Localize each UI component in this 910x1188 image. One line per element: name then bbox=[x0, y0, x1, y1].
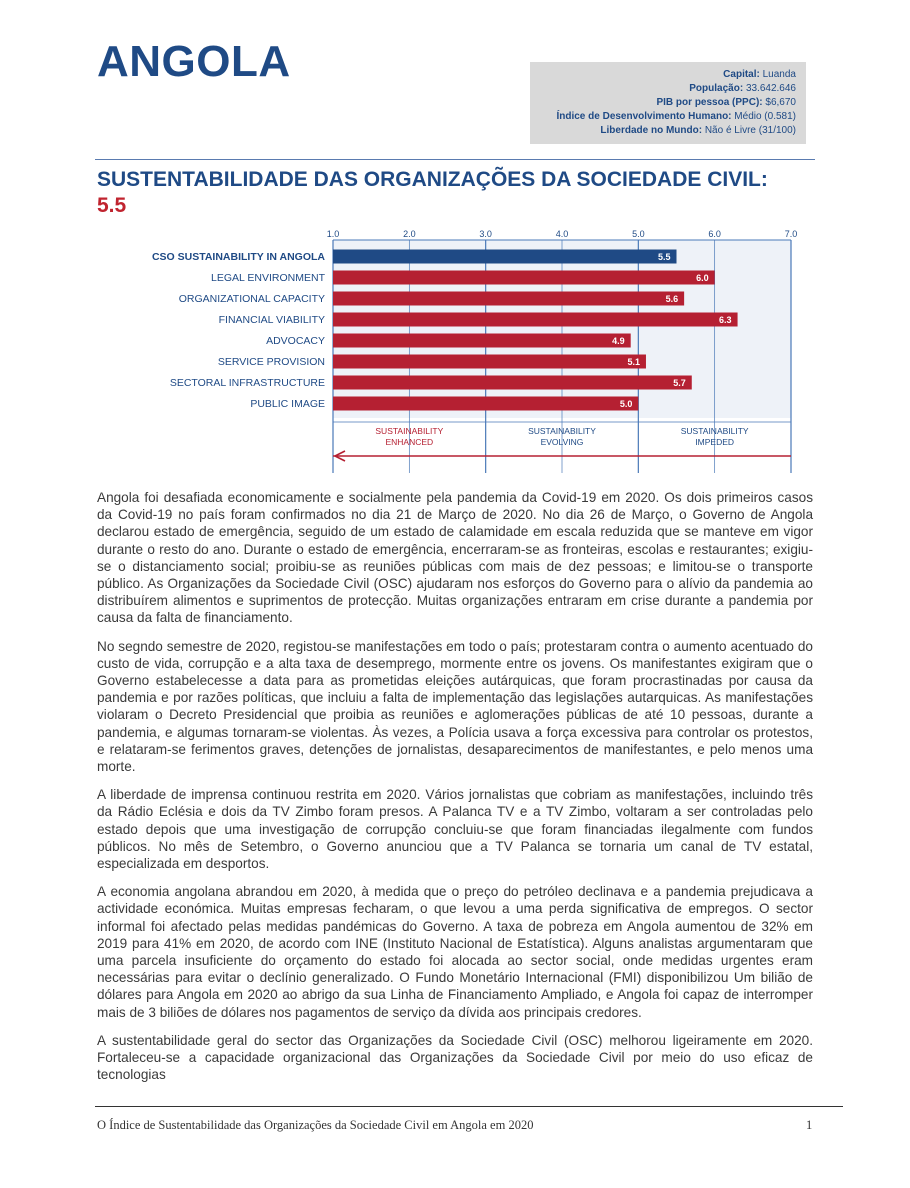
paragraph: A economia angolana abrandou em 2020, à medida que o preço do petróleo declinava e a pandemia prejudicava a actividade económica. Muitas empresas fecharam, o que levou a uma perda significativa de empregos. O sector informal foi afectado pelas medidas pandémicas do Governo. A taxa de pobreza em Angola aumentou de 32% em 2019 para 41% em 2020, de acordo com INE (Instituto Nacional de Estatística). Alguns analistas argumentaram que uma parcela insuficiente do orçamento do estado foi alocada ao sector social, onde medidas urgentes eram necessárias para evitar o declínio generalizado. O Fundo Monetário Internacional (FMI) disponibilizou Um bilião de dólares para Angola em 2020 ao abrigo da sua Linha de Financiamento Ampliado, e Angola foi capaz de interromper mais de 3 biliões de dólares nos pagamentos de serviço da dívida aos principais credores. bbox=[97, 884, 813, 1020]
bar bbox=[333, 376, 692, 390]
bar-value-label: 5.1 bbox=[627, 357, 640, 367]
header-divider bbox=[95, 159, 815, 160]
bar-value-label: 5.5 bbox=[657, 252, 671, 262]
section-title-text: SUSTENTABILIDADE DAS ORGANIZAÇÕES DA SOCIEDADE CIVIL: bbox=[97, 168, 768, 191]
gdp-label: PIB por pessoa (PPC): bbox=[656, 97, 763, 108]
x-tick-label: 3.0 bbox=[479, 229, 492, 239]
x-tick-label: 4.0 bbox=[555, 229, 569, 239]
category-label: ADVOCACY bbox=[266, 335, 325, 347]
country-title: ANGOLA bbox=[97, 37, 291, 86]
freedom-label: Liberdade no Mundo: bbox=[600, 125, 703, 136]
capital-row bbox=[530, 68, 796, 82]
x-tick-label: 2.0 bbox=[403, 229, 416, 239]
body-text bbox=[97, 489, 813, 1095]
category-label: SERVICE PROVISION bbox=[217, 356, 325, 368]
population-row bbox=[530, 82, 796, 96]
band-label-line2: IMPEDED bbox=[695, 437, 735, 447]
population-label: População: bbox=[689, 83, 744, 94]
paragraph: Angola foi desafiada economicamente e socialmente pela pandemia da Covid-19 em 2020. Os dois primeiros casos da Covid-19 no país foram confirmados no dia 21 de Março de 2020. No dia 26 de Março, o Governo de Angola declarou estado de emergência, seguido de um estado de calamidade em escala reduzida que se manteve em vigor durante o resto do ano. Durante o estado de emergência, encerraram-se as fronteiras, escolas e restaurantes; exigiu-se o distanciamento social; proibiu-se as reuniões públicas com mais de dez pessoas; e limitou-se o transporte público. As Organizações da Sociedade Civil (OSC) ajudaram nos esforços do Governo para o alívio da pandemia ao distribuírem alimentos e suprimentos de protecção. Muitas organizações entraram em crise durante a pandemia por causa da falta de financiamento. bbox=[97, 490, 813, 626]
bar-value-label: 4.9 bbox=[612, 336, 625, 346]
hdi-label: Índice de Desenvolvimento Humano: bbox=[556, 111, 732, 122]
bar-value-label: 6.0 bbox=[696, 273, 709, 283]
population-value: 33.642.646 bbox=[745, 83, 796, 94]
band-label-line1: SUSTAINABILITY bbox=[528, 426, 596, 436]
paragraph: A sustentabilidade geral do sector das Organizações da Sociedade Civil (OSC) melhorou ligeiramente em 2020. Fortaleceu-se a capacidade organizacional das Organizações da Sociedade Civil por meio do uso eficaz de tecnologias bbox=[97, 1032, 813, 1083]
band-label-line2: EVOLVING bbox=[540, 437, 584, 447]
bar bbox=[333, 313, 738, 327]
x-tick-label: 5.0 bbox=[632, 229, 645, 239]
capital-value: Luanda bbox=[762, 69, 796, 80]
bar bbox=[333, 355, 646, 369]
category-label: CSO SUSTAINABILITY IN ANGOLA bbox=[151, 251, 325, 263]
footer-text: O Índice de Sustentabilidade das Organizações da Sociedade Civil em Angola em 2020 bbox=[97, 1118, 534, 1132]
section-title bbox=[97, 167, 817, 219]
category-label: ORGANIZATIONAL CAPACITY bbox=[178, 293, 325, 305]
gdp-row bbox=[530, 96, 796, 110]
bar bbox=[333, 250, 677, 264]
x-tick-label: 1.0 bbox=[326, 229, 340, 239]
capital-label: Capital: bbox=[723, 69, 760, 80]
bar-value-label: 5.0 bbox=[619, 399, 633, 409]
freedom-row bbox=[530, 124, 796, 138]
x-tick-label: 7.0 bbox=[784, 229, 798, 239]
band-label-line1: SUSTAINABILITY bbox=[375, 426, 444, 436]
section-score: 5.5 bbox=[97, 194, 127, 217]
category-label: LEGAL ENVIRONMENT bbox=[211, 272, 325, 284]
category-label: FINANCIAL VIABILITY bbox=[218, 314, 325, 326]
category-label: PUBLIC IMAGE bbox=[250, 398, 325, 410]
cso-sustainability-chart bbox=[95, 228, 805, 473]
freedom-value: Não é Livre (31/100) bbox=[704, 125, 796, 136]
footer-divider bbox=[95, 1106, 843, 1107]
category-label: SECTORAL INFRASTRUCTURE bbox=[169, 377, 325, 389]
hdi-row bbox=[530, 110, 796, 124]
paragraph: No segndo semestre de 2020, registou-se manifestações em todo o país; protestaram contra o aumento acentuado do custo de vida, corrupção e a alta taxa de desemprego, mormente entre os jovens. Os manifestantes exigiram que o Governo estabelecesse a data para as prometidas eleições autárquicas, que foram procrastinadas por causa da pandemia e por razões políticas, que incluiu a falta de implementação das legislações autarquicas. As manifestações violaram o Decreto Presidencial que proibia as reuniões e aglomerações públicas de até 10 pessoas, durante a pandemia, e algumas tornaram-se violentas. Às vezes, a Polícia usava a força excessiva para controlar os protestos, e relataram-se ferimentos graves, detenções de jornalistas, desaparecimentos de manifestantes, e pelo menos uma morte. bbox=[97, 638, 813, 775]
country-info-box bbox=[530, 62, 806, 144]
bar-value-label: 5.6 bbox=[665, 294, 679, 304]
bar-value-label: 5.7 bbox=[673, 378, 686, 388]
band-label-line1: SUSTAINABILITY bbox=[680, 426, 749, 436]
bar-value-label: 6.3 bbox=[719, 315, 732, 325]
bar bbox=[333, 397, 638, 411]
bar bbox=[333, 271, 715, 285]
hdi-value: Médio (0.581) bbox=[734, 111, 796, 122]
bar bbox=[333, 334, 631, 348]
band-label-line2: ENHANCED bbox=[385, 437, 434, 447]
gdp-value: $6,670 bbox=[765, 97, 796, 108]
paragraph: A liberdade de imprensa continuou restrita em 2020. Vários jornalistas que cobriam as manifestações, incluindo três da Rádio Eclésia e dois da TV Zimbo foram presos. A Palanca TV e a TV Zimbo, voltaram a ser controladas pelo estado depois que uma investigação de corrupção concluiu-se que foram financiadas ilegalmente com fundos públicos. No mês de Setembro, o Governo anunciou que a TV Palanca se tornaria um canal de TV estatal, especializada em desportos. bbox=[97, 787, 813, 872]
x-tick-label: 6.0 bbox=[708, 229, 721, 239]
bar bbox=[333, 292, 684, 306]
page-number: 1 bbox=[806, 1118, 813, 1132]
